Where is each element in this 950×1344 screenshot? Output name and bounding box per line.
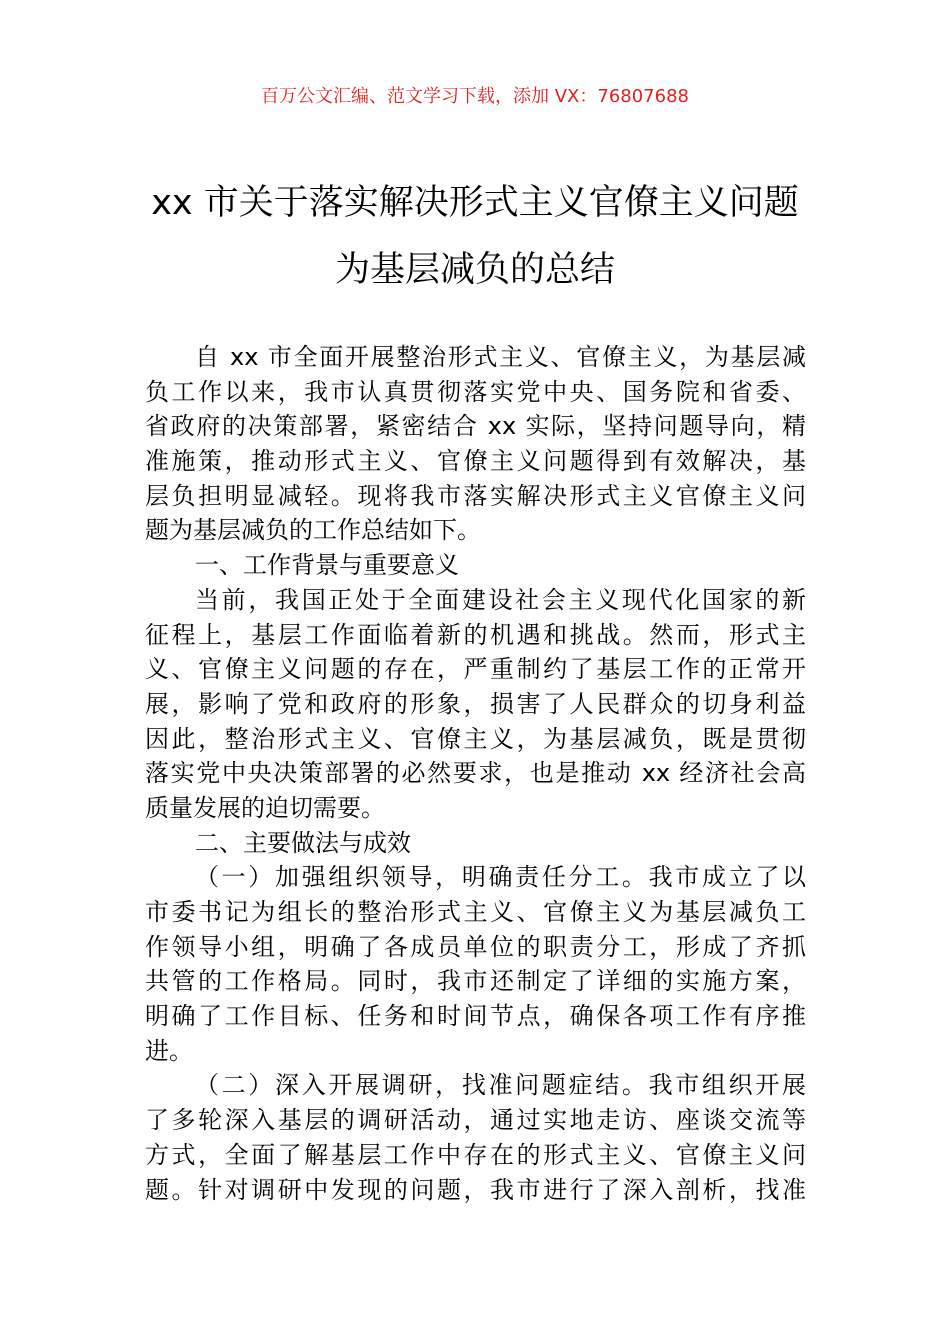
text-line: 作领导小组，明确了各成员单位的职责分工，形成了齐抓	[145, 932, 806, 961]
text-line: 展，影响了党和政府的形象，损害了人民群众的切身利益	[145, 689, 806, 718]
text-line: 题为基层减负的工作总结如下。	[145, 516, 481, 545]
text-line: 落实党中央决策部署的必然要求，也是推动 xx 经济社会高	[145, 759, 806, 788]
paragraph	[145, 340, 806, 548]
text-line: 明确了工作目标、任务和时间节点，确保各项工作有序推	[145, 1002, 806, 1031]
text-line: （一）加强组织领导，明确责任分工。我市成立了以	[195, 863, 806, 892]
text-line: 市委书记为组长的整治形式主义、官僚主义为基层减负工	[145, 898, 806, 926]
text-line: 了多轮深入基层的调研活动，通过实地走访、座谈交流等	[145, 1106, 806, 1135]
text-line: 义、官僚主义问题的存在，严重制约了基层工作的正常开	[145, 655, 806, 684]
text-line: 省政府的决策部署，紧密结合 xx 实际，坚持问题导向，精	[145, 412, 806, 441]
text-line: 题。针对调研中发现的问题，我市进行了深入剖析，找准	[145, 1175, 806, 1204]
paragraph	[145, 860, 806, 1068]
text-line: 当前，我国正处于全面建设社会主义现代化国家的新	[195, 585, 806, 614]
text-line: 方式，全面了解基层工作中存在的形式主义、官僚主义问	[145, 1140, 806, 1169]
text-line: （二）深入开展调研，找准问题症结。我市组织开展	[195, 1071, 806, 1100]
document-title-line-2: 为基层减负的总结	[334, 250, 615, 290]
text-line: 因此，整治形式主义、官僚主义，为基层减负，既是贯彻	[145, 724, 806, 753]
text-line: 负工作以来，我市认真贯彻落实党中央、国务院和省委、	[145, 377, 806, 406]
section-heading	[145, 548, 806, 583]
document-body	[145, 340, 806, 1207]
text-line: 征程上，基层工作面临着新的机遇和挑战。然而，形式主	[145, 620, 806, 649]
section-heading	[145, 826, 806, 861]
text-line: 层负担明显减轻。现将我市落实解决形式主义官僚主义问	[145, 481, 806, 510]
text-line: 一、工作背景与重要意义	[195, 551, 459, 580]
paragraph	[145, 583, 806, 826]
paragraph	[145, 1068, 806, 1207]
text-line: 准施策，推动形式主义、官僚主义问题得到有效解决，基	[145, 447, 806, 476]
watermark-header: 百万公文汇编、范文学习下载，添加 VX：76807688	[261, 86, 689, 107]
text-line: 共管的工作格局。同时，我市还制定了详细的实施方案，	[145, 967, 806, 996]
text-line: 自 xx 市全面开展整治形式主义、官僚主义，为基层减	[195, 343, 806, 371]
text-line: 进。	[145, 1036, 193, 1065]
document-title-line-1: xx 市关于落实解决形式主义官僚主义问题	[151, 183, 799, 223]
text-line: 二、主要做法与成效	[195, 828, 411, 857]
text-line: 质量发展的迫切需要。	[145, 793, 385, 822]
